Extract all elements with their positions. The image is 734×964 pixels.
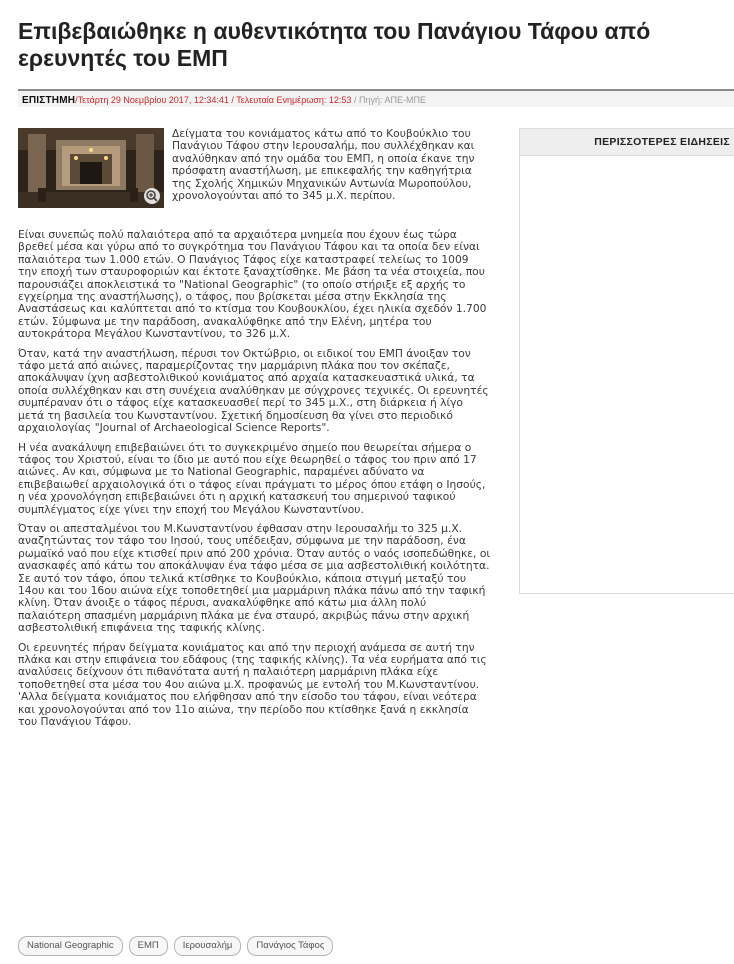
- updated-time: / Τελευταία Ενημέρωση: 12:53: [228, 95, 352, 105]
- publish-date: /Τετάρτη 29 Νοεμβρίου 2017, 12:34:41: [75, 95, 229, 105]
- tag-list: [18, 936, 333, 956]
- article-meta-bar: [18, 89, 734, 107]
- article-paragraph: Είναι συνεπώς πολύ παλαιότερα από τα αρχαιότερα μνημεία που έχουν έως τώρα βρεθεί μέσα και γύρω από το συγκρότημα του Πανάγιου Τάφου και τα οποία δεν είναι παλαιότερα των 1.000 ετών. Ο Πανάγιος Τάφος είχε καταστραφεί τελείως το 1009 την εποχή των σταυροφοριών και έκτοτε ξαναχτίσθηκε. Με βάση τα νέα στοιχεία, που παρουσιάζει αποκλειστικά το "National Geographic" (το οποίο στήριξε εξ αρχής το εγχείρημα της αναστήλωσης), ο τάφος, που βρίσκεται μέσα στην Εκκλησία της Αναστάσεως και καλύπτεται από το κτίσμα του Κουβουκλίου, έχει ηλικία σχεδόν 1.700 ετών. Σύμφωνα με την παράδοση, ανακαλύφθηκε από την Ελένη, μητέρα του αυτοκράτορα Μεγάλου Κωνσταντίνου, το 326 μ.Χ.: [18, 228, 487, 341]
- article-paragraph: Όταν οι απεσταλμένοι του Μ.Κωνσταντίνου έφθασαν στην Ιερουσαλήμ το 325 μ.Χ. αναζητώντας τον τάφο του Ιησού, τους υπέδειξαν, σύμφωνα με την παράδοση, ένα ρωμαϊκό ναό που είχε κτισθεί πριν από 200 χρόνια. Όταν αυτός ο ναός ισοπεδώθηκε, οι ανασκαφές από κάτω του αποκάλυψαν ένα τάφο μέσα σε μια ασβεστολιθική κοιλότητα. Σε αυτό τον τάφο, όπου τελικά κτίσθηκε το Κουβούκλιο, κάποια στιγμή μεταξύ του 14ου και του 16ου αιώνα είχε τοποθετηθεί μια μαρμάρινη πλάκα πάνω από την ταφική κλίνη. Όταν άνοιξε ο τάφος πέρυσι, ανακαλύφθηκε από κάτω μια άλλη πολύ παλαιότερη σπασμένη μαρμάρινη πλάκα με ένα σταυρό, ακριβώς πάνω στην αρχική ασβεστολιθική επιφάνεια της ταφικής κλίνης.: [18, 521, 490, 635]
- article-body: [18, 128, 490, 735]
- tag-emp[interactable]: ΕΜΠ: [129, 936, 168, 956]
- tag-holy-sepulchre[interactable]: Πανάγιος Τάφος: [247, 936, 333, 956]
- article-paragraph: Όταν, κατά την αναστήλωση, πέρυσι τον Οκτώβριο, οι ειδικοί του ΕΜΠ άνοιξαν τον τάφο μετά από αιώνες, παραμερίζοντας την μαρμάρινη πλάκα που τον σκέπαζε, αποκάλυψαν ίχνη ασβεστολιθικού κονιάματος από αρχαία κατασκευαστικά υλικά, τα οποία συλλέχθηκαν και στη συνέχεια αναλύθηκαν με σύγχρονες τεχνικές. Οι ερευνητές συμπέραναν ότι ο τάφος είχε κατασκευασθεί περί το 345 μ.Χ., στη διάρκεια ή λίγο μετά τη βασιλεία του Κωνσταντίνου. Σχετική δημοσίευση θα γίνει στο περιοδικό αρχαιολογίας "Journal of Archaeological Science Reports".: [18, 346, 489, 435]
- category-label[interactable]: ΕΠΙΣΤΗΜΗ: [22, 95, 76, 106]
- more-news-heading: ΠΕΡΙΣΣΟΤΕΡΕΣ ΕΙΔΗΣΕΙΣ: [520, 129, 734, 156]
- article-paragraph: Η νέα ανακάλυψη επιβεβαιώνει ότι το συγκεκριμένο σημείο που θεωρείται σήμερα ο τάφος του Χριστού, είναι το ίδιο με αυτό που είχε θεωρηθεί ο τάφος του πριν από 17 αιώνες. Αν και, σύμφωνα με το National Geographic, παραμένει αδύνατο να επιβεβαιωθεί αρχαιολογικά ότι ο τάφος είναι πράγματι το μέρος όπου ετάφη ο Ιησούς, η νέα χρονολόγηση επιβεβαιώνει ότι η αρχική κατασκευή του σημερινού ταφικού συμπλέγματος είχε γίνει την εποχή του Μεγάλου Κωνσταντίνου.: [18, 440, 486, 516]
- more-news-panel: [519, 128, 734, 594]
- article-paragraph: Οι ερευνητές πήραν δείγματα κονιάματος και από την περιοχή ανάμεσα σε αυτή την πλάκα και στην επιφάνεια του εδάφους (της ταφικής κλίνης). Τα νέα ευρήματα από τις αναλύσεις δείχνουν ότι πιθανότατα αυτή η παλαιότερη μαρμάρινη πλάκα είχε τοποθετηθεί στα μέσα του 4ου αιώνα μ.Χ. προφανώς με εντολή του Μ.Κωνσταντίνου. 'Αλλα δείγματα κονιάματος που ελήφθησαν από την είσοδο του τάφου, είναι νεότερα και χρονολογούνται από τον 11ο αιώνα, την περίοδο που κτίσθηκε ξανά η εκκλησία του Πανάγιου Τάφου.: [18, 640, 487, 729]
- zoom-icon[interactable]: [144, 188, 160, 204]
- source-label: / Πηγή: ΑΠΕ-ΜΠΕ: [351, 95, 426, 105]
- article-title: Επιβεβαιώθηκε η αυθεντικότητα του Πανάγιου Τάφου από ερευνητές του ΕΜΠ: [18, 18, 651, 71]
- article-image[interactable]: [18, 128, 164, 208]
- article-paragraph-lead: Δείγματα του κονιάματος κάτω από το Κουβούκλιο του Πανάγιου Τάφου στην Ιερουσαλήμ, που συλλέχθηκαν και αναλύθηκαν από την ομάδα του ΕΜΠ, η οποία έκανε την πρόσφατη αναστήλωση, με επικεφαλής την καθηγήτρια της Σχολής Χημικών Μηχανικών Αντωνία Μωροπούλου, χρονολογούνται από το 345 μ.Χ. περίπου.: [172, 127, 475, 203]
- article-image-graphic: [18, 128, 164, 208]
- tag-jerusalem[interactable]: Ιερουσαλήμ: [174, 936, 242, 956]
- tag-national-geographic[interactable]: National Geographic: [18, 936, 123, 956]
